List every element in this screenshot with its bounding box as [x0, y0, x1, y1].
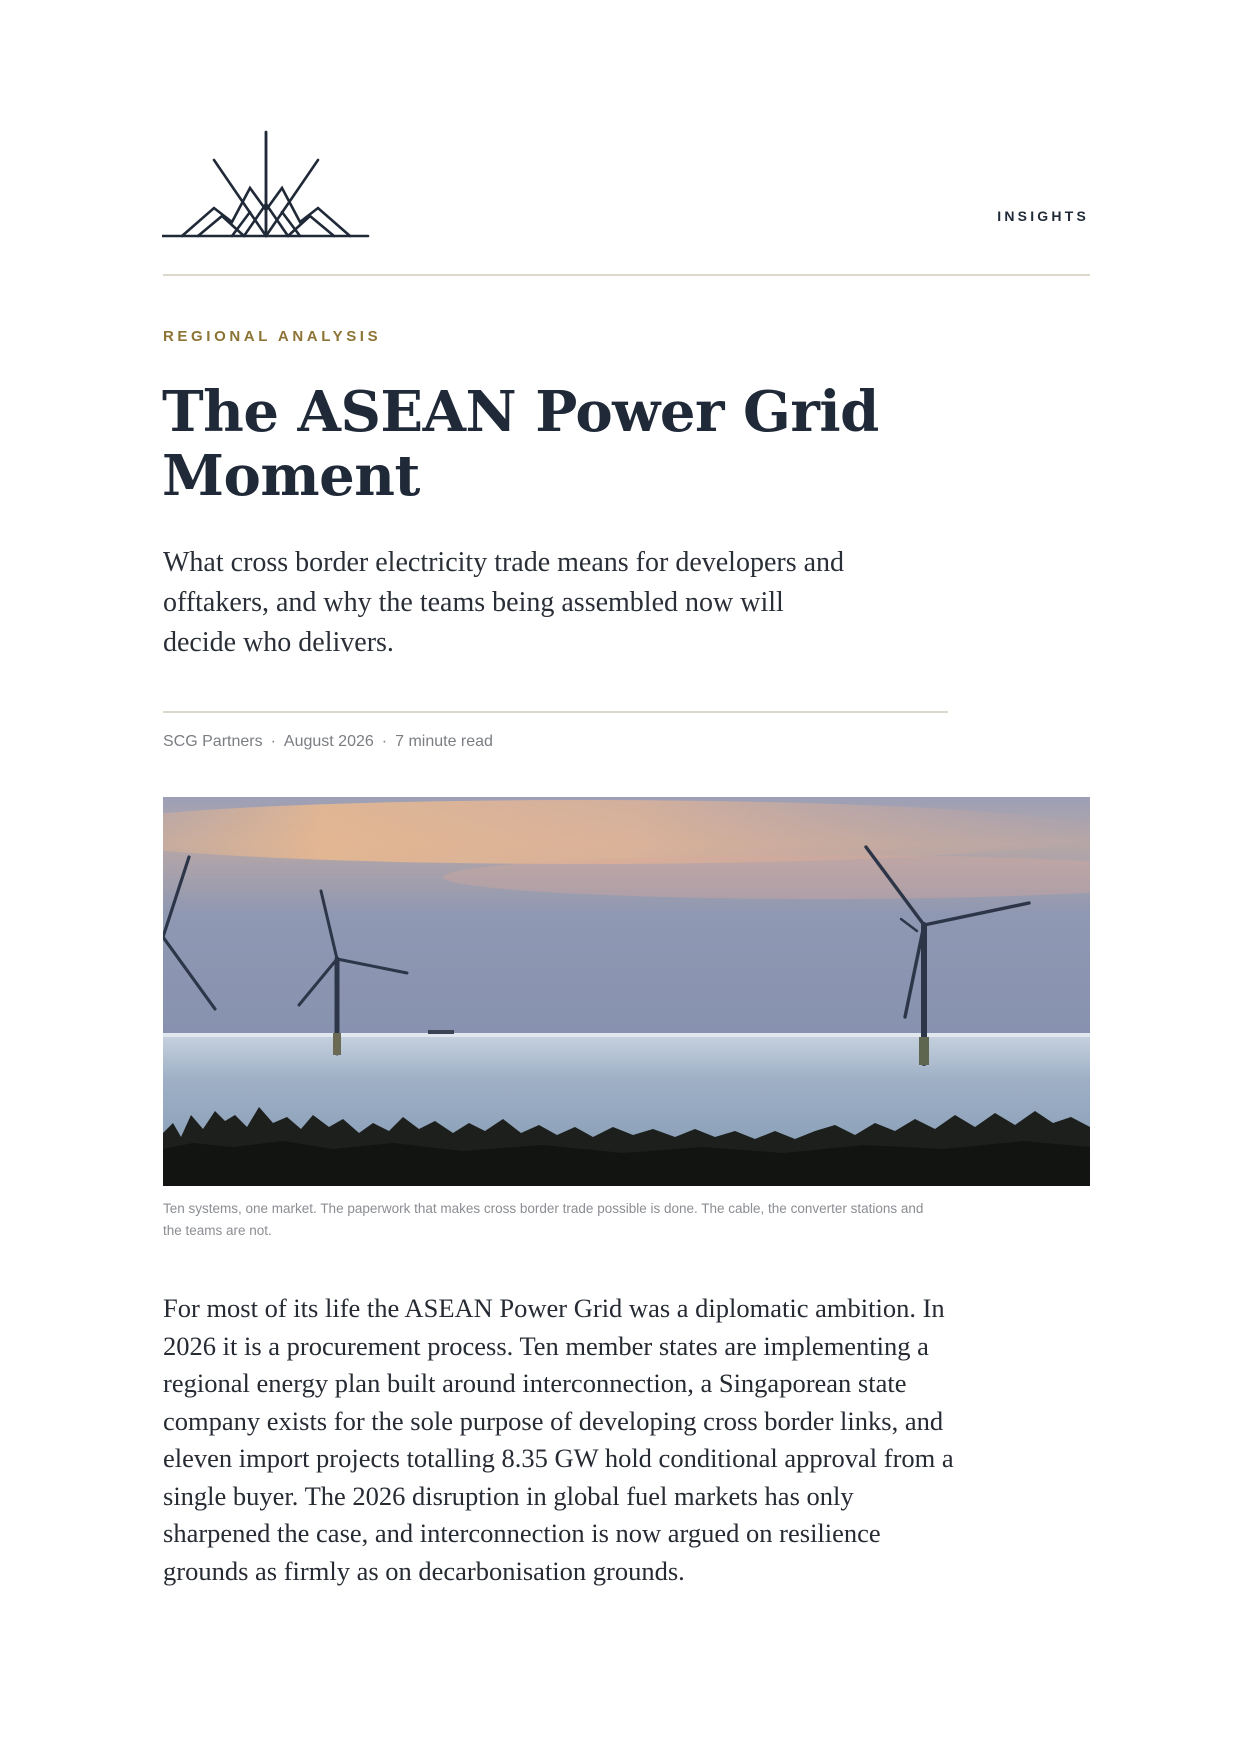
meta-separator: · — [381, 733, 388, 750]
header-divider — [163, 274, 1090, 276]
article-title — [162, 380, 922, 508]
sunburst-mountain-logo[interactable] — [162, 130, 370, 240]
image-caption: Ten systems, one market. The paperwork that makes cross border trade possible is done. The cable, the converter stations and the teams are not. — [163, 1201, 924, 1238]
meta-divider — [163, 711, 948, 713]
article-meta — [163, 733, 493, 751]
article-body-paragraph: For most of its life the ASEAN Power Grid was a diplomatic ambition. In 2026 it is a procurement process. Ten member states are implementing a regional energy plan built around interconnection, a Singaporean state company exists for the sole purpose of developing cross border links, and eleven import projects totalling 8.35 GW hold conditional approval from a single buyer. The 2026 disruption in global fuel markets has only sharpened the case, and interconnection is now argued on resilience grounds as firmly as on decarbonisation grounds. — [163, 1293, 954, 1586]
title-line-1: The ASEAN Power Grid — [162, 379, 879, 445]
offshore-wind-turbines-photo — [163, 797, 1090, 1186]
article-subtitle: What cross border electricity trade means for developers and offtakers, and why the teams being assembled now will decide who delivers. — [163, 547, 845, 658]
title-line-2: Moment — [162, 443, 420, 509]
meta-separator: · — [270, 733, 276, 750]
meta-author[interactable]: SCG Partners — [163, 733, 263, 750]
meta-date: August 2026 — [283, 733, 374, 750]
meta-read-time: 7 minute read — [395, 733, 493, 750]
section-kicker[interactable]: REGIONAL ANALYSIS — [163, 328, 382, 345]
insights-link[interactable]: INSIGHTS — [997, 208, 1089, 224]
